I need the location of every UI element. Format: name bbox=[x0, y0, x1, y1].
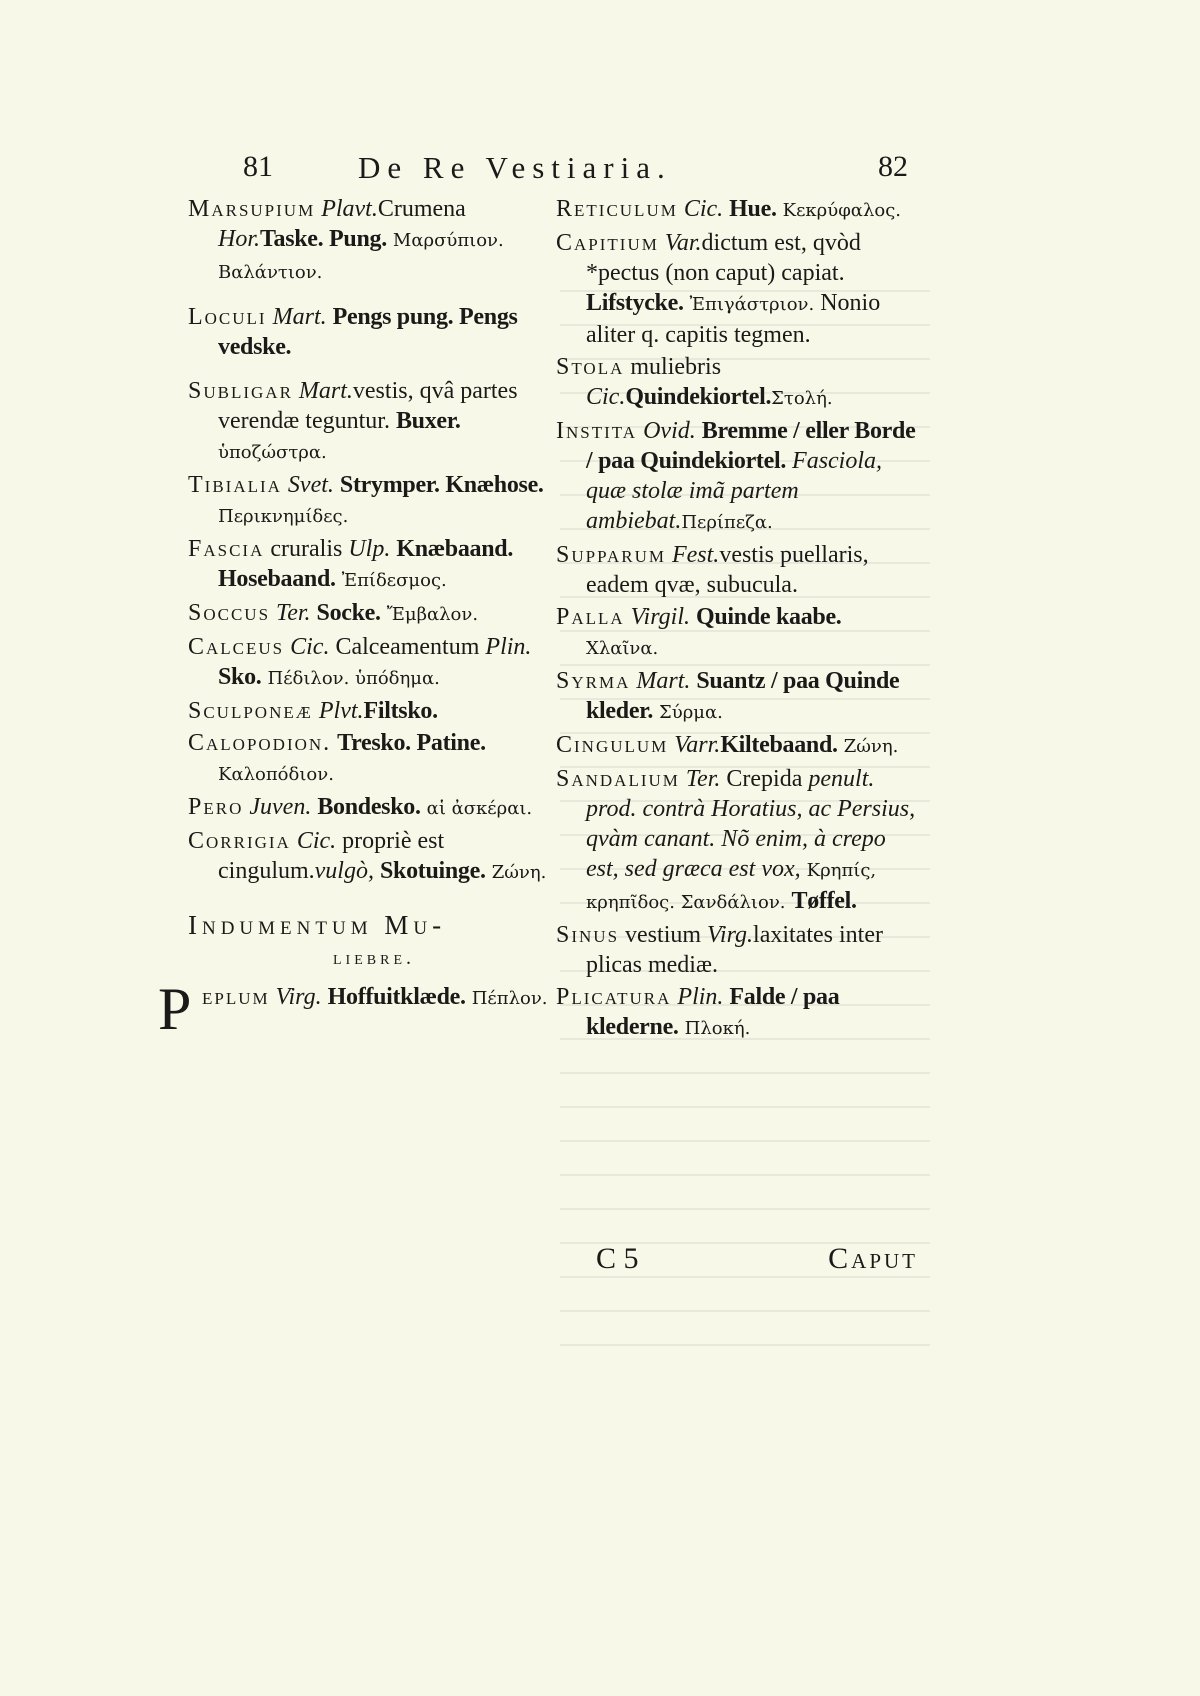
entry-cingulum: Cingulum Varr.Kiltebaand. Ζώνη. bbox=[556, 732, 899, 758]
section-heading bbox=[188, 910, 560, 976]
signature-mark: C 5 bbox=[596, 1242, 639, 1275]
drop-cap: P bbox=[158, 976, 192, 1042]
page-footer bbox=[596, 1242, 918, 1282]
running-header bbox=[243, 150, 918, 196]
section-heading-line2: liebre. bbox=[333, 947, 415, 969]
entry-calceus: Calceus Cic. Calceamentum Plin. Sko. Πέδιλον. ὑπόδημα. bbox=[188, 634, 532, 690]
entry-sandalium: Sandalium Ter. Crepida penult. prod. contrà Horatius, ac Persius, qvàm canant. Nõ enim, à crepo est, sed græca est vox, Κρηπίς, κρηπῖδος. Σανδάλιον. Tøffel. bbox=[556, 766, 916, 914]
entry-marsupium: Marsupium Plavt.Crumena Hor.Taske. Pung. Μαρσύπιον. Βαλάντιον. bbox=[188, 196, 504, 283]
entry-peplum: P eplum Virg. Hoffuitklæde. Πέπλον. bbox=[158, 976, 548, 1042]
entry-sculponeae: Sculponeæ Plvt.Filtsko. bbox=[188, 698, 438, 724]
entry-calopodion: Calopodion. Tresko. Patine. Καλοπόδιον. bbox=[188, 730, 486, 785]
right-column bbox=[556, 194, 918, 1046]
entry-reticulum: Reticulum Cic. Hue. Κεκρύφαλος. bbox=[556, 196, 901, 222]
entry-subligar: Subligar Mart.vestis, qvâ partes verendæ teguntur. Buxer. ὑποζώστρα. bbox=[188, 378, 518, 463]
entry-palla: Palla Virgil. Quinde kaabe. Χλαῖνα. bbox=[556, 604, 842, 659]
entry-loculi: Loculi Mart. Pengs pung. Pengs vedske. bbox=[188, 304, 518, 360]
running-title: De Re Vestiaria. bbox=[358, 150, 672, 185]
entry-supparum: Supparum Fest.vestis puellaris, eadem qvæ, subucula. bbox=[556, 542, 869, 598]
page-number-right: 82 bbox=[878, 150, 908, 183]
entry-sinus: Sinus vestium Virg.laxitates inter plicas mediæ. bbox=[556, 922, 883, 978]
entry-pero: Pero Juven. Bondesko. αἱ ἀσκέραι. bbox=[188, 794, 533, 820]
entry-corrigia: Corrigia Cic. propriè est cingulum.vulgò, Skotuinge. Ζώνη. bbox=[188, 828, 547, 884]
entry-soccus: Soccus Ter. Socke. Ἔμβαλον. bbox=[188, 600, 479, 626]
entry-tibialia: Tibialia Svet. Strymper. Knæhose. Περικνημίδες. bbox=[188, 472, 544, 527]
section-heading-line1: Indumentum Mu- bbox=[188, 910, 447, 940]
entry-instita: Instita Ovid. Bremme / eller Borde / paa Quindekiortel. Fasciola, quæ stolæ imã partem ambiebat.Περίπεζα. bbox=[556, 418, 916, 534]
entry-syrma: Syrma Mart. Suantz / paa Quinde kleder. Σύρμα. bbox=[556, 668, 900, 724]
entry-stola: Stola muliebris Cic.Quindekiortel.Στολή. bbox=[556, 354, 833, 410]
page-number-left: 81 bbox=[243, 150, 273, 183]
catchword: Caput bbox=[828, 1242, 918, 1275]
left-column bbox=[158, 194, 560, 1042]
entry-plicatura: Plicatura Plin. Falde / paa klederne. Πλοκή. bbox=[556, 984, 840, 1040]
entry-capitium: Capitium Var.dictum est, qvòd *pectus (non caput) capiat. Lifstycke. Ἐπιγάστριον. Nonio aliter q. capitis tegmen. bbox=[556, 230, 881, 348]
entry-fascia: Fascia cruralis Ulp. Knæbaand. Hosebaand. Ἐπίδεσμος. bbox=[188, 536, 514, 592]
